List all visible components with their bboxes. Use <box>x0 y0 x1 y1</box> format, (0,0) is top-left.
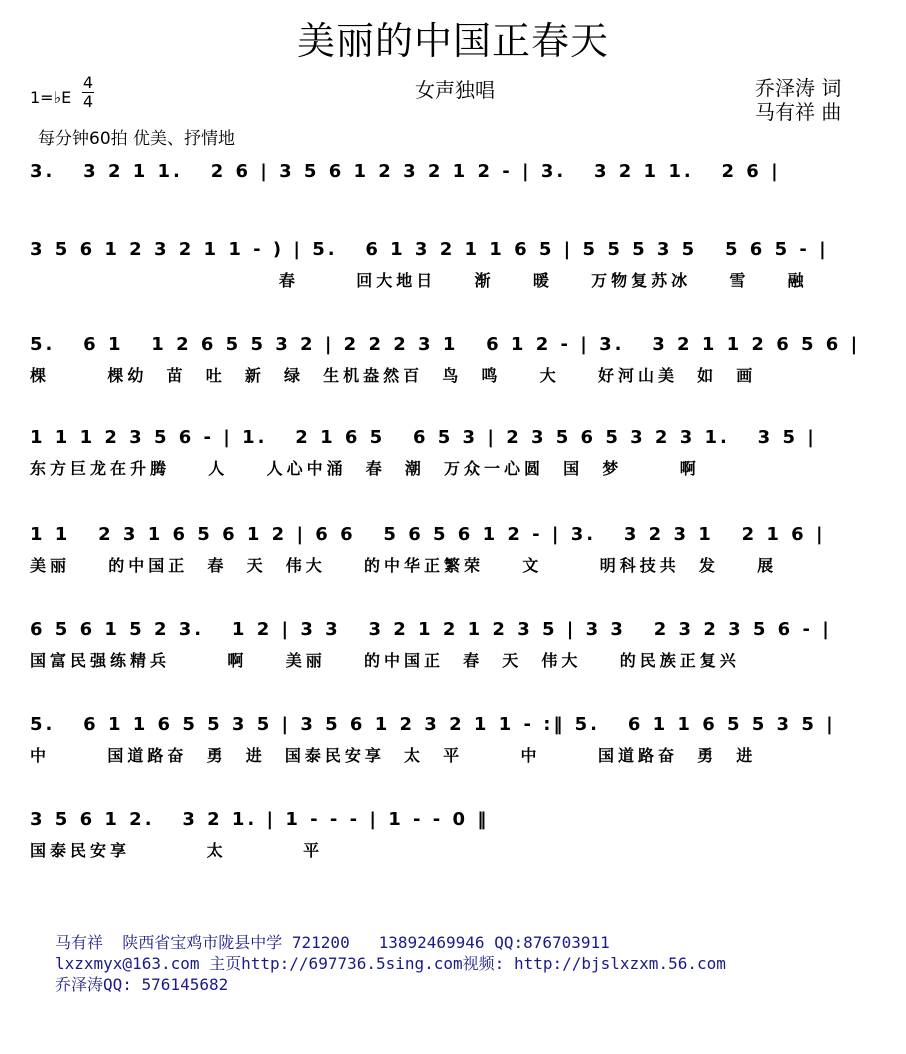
score-system-6 <box>0 615 906 695</box>
lyricist-credit: 乔泽涛 词 <box>755 76 842 100</box>
notation-line: 5. 6 1 1 2 6 5 5 3 2 | 2 2 2 3 1 6 1 2 - | 3. 3 2 1 1 2 6 5 6 | <box>30 334 861 355</box>
notation-line: 1 1 1 2 3 5 6 - | 1. 2 1 6 5 6 5 3 | 2 3 5 6 5 3 2 3 1. 3 5 | <box>30 427 817 448</box>
time-signature-bottom: 4 <box>82 92 94 111</box>
lyric-line: 国富民强练精兵 啊 美丽 的中国正 春 天 伟大 的民族正复兴 <box>30 651 740 670</box>
score-system-3 <box>0 330 906 410</box>
lyric-line: 中 国道路奋 勇 进 国泰民安享 太 平 中 国道路奋 勇 进 <box>30 746 757 765</box>
notation-line: 3. 3 2 1 1. 2 6 | 3 5 6 1 2 3 2 1 2 - | 3. 3 2 1 1. 2 6 | <box>30 161 781 182</box>
footer-qq-line: 乔泽涛QQ: 576145682 <box>55 975 229 994</box>
song-title: 美丽的中国正春天 <box>296 19 609 63</box>
score-system-5 <box>0 520 906 600</box>
lyric-line: 美丽 的中国正 春 天 伟大 的中华正繁荣 文 明科技共 发 展 <box>30 556 778 575</box>
notation-line: 6 5 6 1 5 2 3. 1 2 | 3 3 3 2 1 2 1 2 3 5 | 3 3 2 3 2 3 5 6 - | <box>30 619 832 640</box>
footer-contact-line: 马有祥 陕西省宝鸡市陇县中学 721200 13892469946 QQ:876703911 <box>55 933 610 952</box>
performance-type: 女声独唱 <box>415 78 495 102</box>
notation-line: 1 1 2 3 1 6 5 6 1 2 | 6 6 5 6 5 6 1 2 - | 3. 3 2 3 1 2 1 6 | <box>30 524 826 545</box>
notation-line: 3 5 6 1 2. 3 2 1. | 1 - - - | 1 - - 0 ‖ <box>30 809 490 830</box>
time-signature-top: 4 <box>82 73 94 92</box>
footer-links-line: lxzxmyx@163.com 主页http://697736.5sing.com视频: http://bjslxzxm.56.com <box>55 954 726 973</box>
score-system-2 <box>0 235 906 315</box>
score-system-1 <box>0 157 906 237</box>
lyric-line: 国泰民安享 太 平 <box>30 841 324 860</box>
time-signature <box>80 74 96 111</box>
notation-line: 5. 6 1 1 6 5 5 3 5 | 3 5 6 1 2 3 2 1 1 - :‖ 5. 6 1 1 6 5 5 3 5 | <box>30 714 836 735</box>
tempo-marking: 每分钟60拍 优美、抒情地 <box>38 129 236 149</box>
notation-line: 3 5 6 1 2 3 2 1 1 - ) | 5. 6 1 3 2 1 1 6 5 | 5 5 5 3 5 5 6 5 - | <box>30 239 829 260</box>
score-system-8 <box>0 805 906 885</box>
lyric-line: 东方巨龙在升腾 人 人心中涌 春 潮 万众一心圆 国 梦 啊 <box>30 459 700 478</box>
lyric-line: 春 回大地日 渐 暖 万物复苏冰 雪 融 <box>30 271 808 290</box>
score-system-4 <box>0 423 906 503</box>
lyric-line: 棵 棵幼 苗 吐 新 绿 生机盎然百 鸟 鸣 大 好河山美 如 画 <box>30 366 757 385</box>
composer-credit: 马有祥 曲 <box>755 100 842 124</box>
score-system-7 <box>0 710 906 790</box>
key-signature: 1=♭E <box>30 88 72 107</box>
